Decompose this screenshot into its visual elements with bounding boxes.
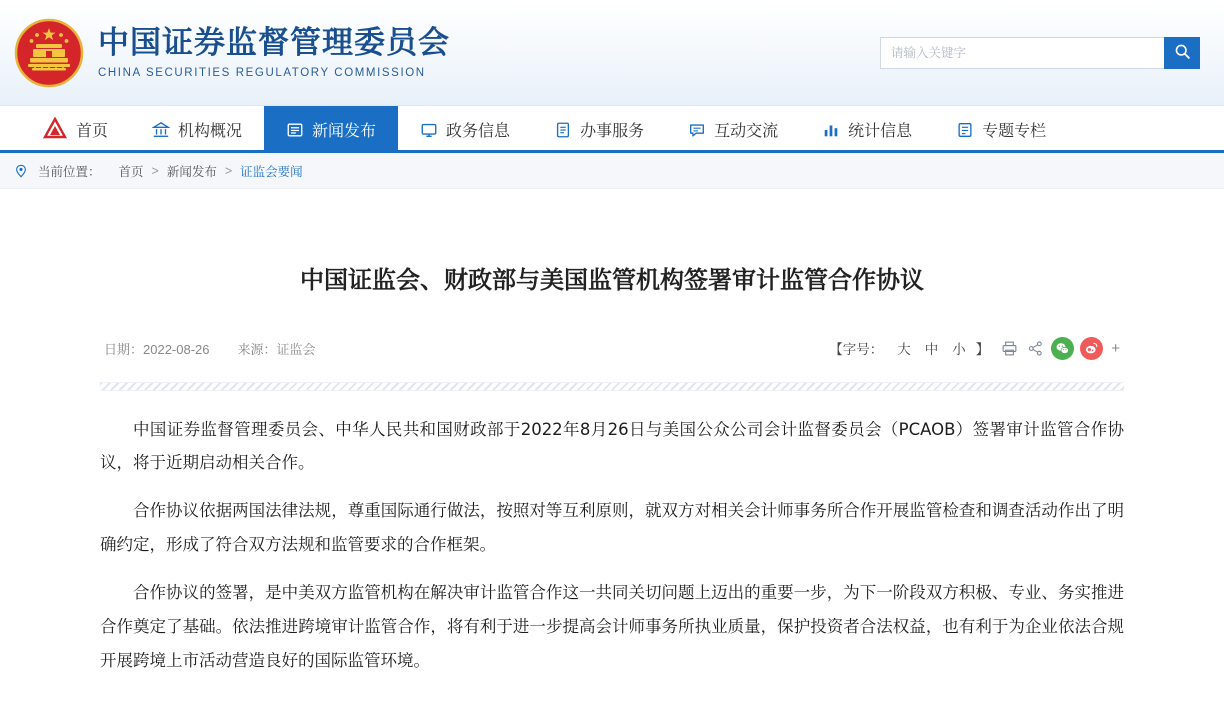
article-date (104, 339, 210, 358)
site-header (0, 0, 1224, 105)
home-logo-icon (42, 117, 68, 143)
search-icon (1174, 43, 1191, 63)
nav-label-news: 新闻发布 (312, 123, 377, 140)
nav-label-topics: 专题专栏 (982, 123, 1047, 140)
article-meta (100, 337, 1124, 360)
nav-item-institution[interactable] (130, 106, 264, 153)
article-paragraph-2: 合作协议依据两国法律法规，尊重国际通行做法，按照对等互利原则，就双方对相关会计师事务所合作开展监管检查和调查活动作出了明确约定，形成了符合双方法规和监管要求的合作框架。 (100, 501, 1124, 555)
breadcrumb-separator-2: > (224, 163, 233, 178)
font-size-label-end: 】 (975, 342, 990, 358)
breadcrumb-item-current: 证监会要闻 (240, 164, 303, 179)
article-date-value: 2022-08-26 (143, 341, 210, 357)
font-size-label: 【字号： (829, 342, 884, 358)
share-icon[interactable] (1025, 338, 1045, 358)
nav-item-topics[interactable] (934, 106, 1068, 153)
breadcrumb (0, 153, 1224, 189)
nav-label-institution: 机构概况 (178, 123, 243, 140)
article-body (100, 391, 1124, 678)
article-paragraph-3: 合作协议的签署，是中美双方监管机构在解决审计监管合作这一共同关切问题上迈出的重要一步，为下一阶段双方积极、专业、务实推进合作奠定了基础。依法推进跨境审计监管合作，将有利于进一步提高会计师事务所执业质量，保护投资者合法权益，也有利于为企业依法合规开展跨境上市活动营造良好的国际监管环境。 (100, 582, 1124, 670)
nav-item-interaction[interactable] (666, 106, 800, 153)
article-paragraph-1: 中国证券监督管理委员会、中华人民共和国财政部于2022年8月26日与美国公众公司会计监督委员会（PCAOB）签署审计监管合作协议，将于近期启动相关合作。 (100, 419, 1124, 473)
national-emblem (14, 18, 84, 88)
article-source-value: 证监会 (276, 341, 316, 357)
monitor-icon (420, 121, 438, 139)
font-size-large[interactable]: 大 (897, 342, 911, 358)
print-icon[interactable] (999, 338, 1019, 358)
nav-item-news[interactable] (264, 106, 398, 153)
nav-label-interaction: 互动交流 (714, 123, 779, 140)
weibo-icon[interactable] (1080, 337, 1103, 360)
breadcrumb-separator-1: > (151, 163, 159, 178)
font-size-medium[interactable]: 中 (924, 342, 939, 358)
section-divider (100, 382, 1124, 391)
search-button[interactable] (1164, 37, 1200, 69)
article-meta-left (104, 339, 316, 358)
more-share-icon[interactable]: + (1111, 339, 1120, 357)
chart-icon (822, 121, 840, 139)
breadcrumb-item-home[interactable]: 首页 (118, 164, 144, 179)
article (0, 205, 1224, 677)
nav-label-home: 首页 (76, 123, 109, 140)
chat-icon (688, 121, 706, 139)
article-date-label: 日期： (104, 341, 144, 357)
nav-label-services: 办事服务 (580, 123, 645, 140)
article-toolbar (829, 337, 1120, 360)
article-title: 中国证监会、财政部与美国监管机构签署审计监管合作协议 (300, 265, 924, 295)
column-icon (956, 121, 974, 139)
search-box (880, 37, 1200, 69)
nav-item-home[interactable] (20, 106, 130, 153)
font-size-small[interactable]: 小 (952, 342, 966, 358)
search-input[interactable] (880, 37, 1164, 69)
nav-label-statistics: 统计信息 (848, 123, 913, 140)
wechat-icon[interactable] (1051, 337, 1074, 360)
main-navigation (0, 105, 1224, 153)
news-icon (286, 121, 304, 139)
bank-icon (152, 121, 170, 139)
breadcrumb-item-news[interactable]: 新闻发布 (166, 164, 217, 179)
article-source-label: 来源： (237, 341, 277, 357)
site-title-block (98, 26, 450, 80)
location-pin-icon (14, 164, 28, 178)
site-title-en: CHINA SECURITIES REGULATORY COMMISSION (98, 67, 426, 80)
nav-item-statistics[interactable] (800, 106, 934, 153)
doc-icon (554, 121, 572, 139)
nav-item-services[interactable] (532, 106, 666, 153)
breadcrumb-label: 当前位置： (38, 164, 101, 179)
site-title-cn: 中国证券监督管理委员会 (98, 24, 450, 61)
nav-label-government-info: 政务信息 (446, 123, 511, 140)
article-source (238, 339, 316, 358)
nav-item-government-info[interactable] (398, 106, 532, 153)
